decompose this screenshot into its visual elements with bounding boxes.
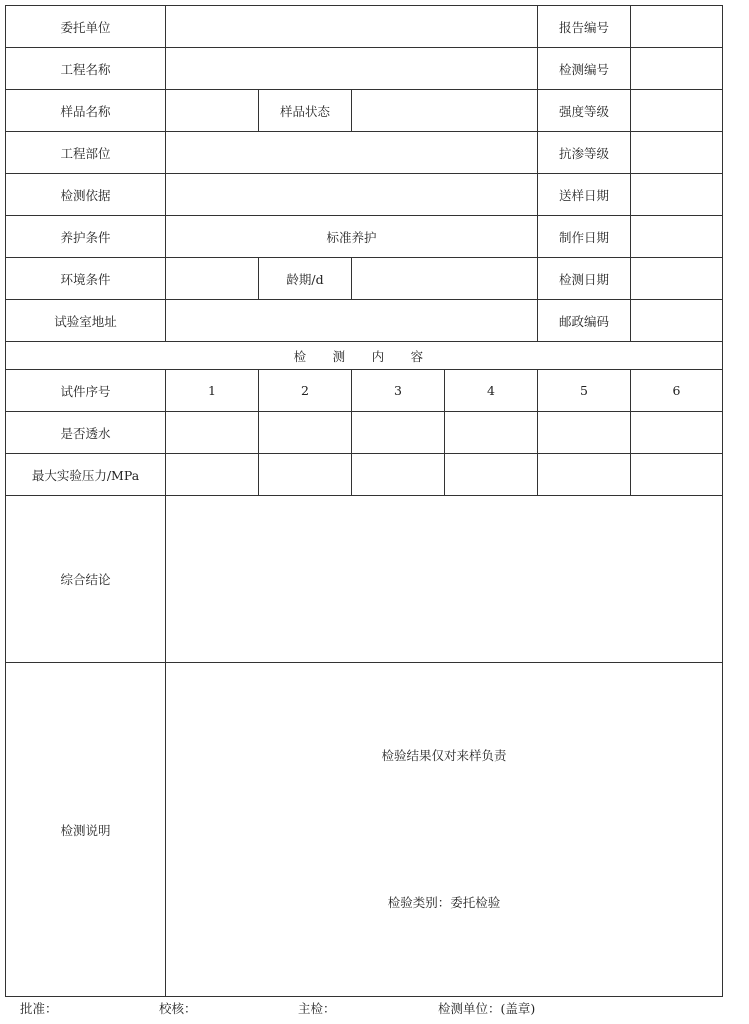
value-test-basis[interactable] [166, 174, 538, 216]
label-environment-condition: 环境条件 [6, 258, 166, 300]
row-test-notes [6, 663, 723, 997]
specimen-number: 6 [631, 370, 723, 412]
row-water-permeation [6, 412, 723, 454]
max-pressure-cell[interactable] [166, 454, 259, 496]
label-curing-condition: 养护条件 [6, 216, 166, 258]
max-pressure-cell[interactable] [445, 454, 538, 496]
max-pressure-cell[interactable] [259, 454, 352, 496]
row-project-part [6, 132, 723, 174]
value-client[interactable] [166, 6, 538, 48]
label-project-name: 工程名称 [6, 48, 166, 90]
inspection-report-form [5, 5, 723, 997]
section-test-content-title: 检 测 内 容 [293, 348, 435, 364]
section-test-content [6, 342, 723, 370]
value-strength-grade[interactable] [631, 90, 723, 132]
footer-main-test: 主检： [298, 1001, 336, 1016]
value-overall-conclusion[interactable] [166, 496, 723, 663]
max-pressure-cell[interactable] [352, 454, 445, 496]
row-overall-conclusion [6, 496, 723, 663]
value-sample-name[interactable] [166, 90, 259, 132]
label-delivery-date: 送样日期 [538, 174, 631, 216]
label-overall-conclusion: 综合结论 [6, 496, 166, 663]
label-project-part: 工程部位 [6, 132, 166, 174]
specimen-number: 2 [259, 370, 352, 412]
footer-test-unit: 检测单位：(盖章) [438, 1001, 536, 1016]
label-client: 委托单位 [6, 6, 166, 48]
row-max-pressure [6, 454, 723, 496]
value-age[interactable] [352, 258, 538, 300]
signature-footer [0, 999, 749, 1019]
label-specimen-no: 试件序号 [6, 370, 166, 412]
water-permeation-cell[interactable] [166, 412, 259, 454]
row-specimen-no [6, 370, 723, 412]
label-lab-address: 试验室地址 [6, 300, 166, 342]
label-impermeability-grade: 抗渗等级 [538, 132, 631, 174]
value-delivery-date[interactable] [631, 174, 723, 216]
row-project-name [6, 48, 723, 90]
specimen-number: 1 [166, 370, 259, 412]
row-client [6, 6, 723, 48]
water-permeation-cell[interactable] [352, 412, 445, 454]
row-test-basis [6, 174, 723, 216]
row-environment-condition [6, 258, 723, 300]
specimen-number: 4 [445, 370, 538, 412]
water-permeation-cell[interactable] [538, 412, 631, 454]
label-test-no: 检测编号 [538, 48, 631, 90]
row-test-content [6, 342, 723, 370]
row-lab-address [6, 300, 723, 342]
label-test-notes: 检测说明 [6, 663, 166, 997]
label-strength-grade: 强度等级 [538, 90, 631, 132]
water-permeation-cell[interactable] [631, 412, 723, 454]
note-line-inspection-type: 检验类别：委托检验 [387, 895, 501, 910]
footer-review: 校核： [159, 1001, 197, 1016]
value-report-no[interactable] [631, 6, 723, 48]
label-test-date: 检测日期 [538, 258, 631, 300]
specimen-number: 3 [352, 370, 445, 412]
max-pressure-cell[interactable] [631, 454, 723, 496]
label-max-pressure: 最大实验压力/MPa [6, 454, 166, 496]
value-production-date[interactable] [631, 216, 723, 258]
row-curing-condition [6, 216, 723, 258]
specimen-number: 5 [538, 370, 631, 412]
label-water-permeation: 是否透水 [6, 412, 166, 454]
value-project-name[interactable] [166, 48, 538, 90]
value-test-no[interactable] [631, 48, 723, 90]
value-impermeability-grade[interactable] [631, 132, 723, 174]
max-pressure-cell[interactable] [538, 454, 631, 496]
value-project-part[interactable] [166, 132, 538, 174]
label-production-date: 制作日期 [538, 216, 631, 258]
footer-approve: 批准： [20, 1001, 58, 1016]
value-postal-code[interactable] [631, 300, 723, 342]
label-age: 龄期/d [259, 258, 352, 300]
value-environment-condition[interactable] [166, 258, 259, 300]
label-sample-state: 样品状态 [259, 90, 352, 132]
value-test-date[interactable] [631, 258, 723, 300]
row-sample-name [6, 90, 723, 132]
value-lab-address[interactable] [166, 300, 538, 342]
label-report-no: 报告编号 [538, 6, 631, 48]
label-test-basis: 检测依据 [6, 174, 166, 216]
note-line-responsibility: 检验结果仅对来样负责 [381, 748, 507, 763]
label-postal-code: 邮政编码 [538, 300, 631, 342]
value-test-notes [166, 663, 723, 997]
water-permeation-cell[interactable] [445, 412, 538, 454]
note-spacer [166, 763, 722, 896]
value-sample-state[interactable] [352, 90, 538, 132]
water-permeation-cell[interactable] [259, 412, 352, 454]
label-sample-name: 样品名称 [6, 90, 166, 132]
value-curing-condition: 标准养护 [166, 216, 538, 258]
